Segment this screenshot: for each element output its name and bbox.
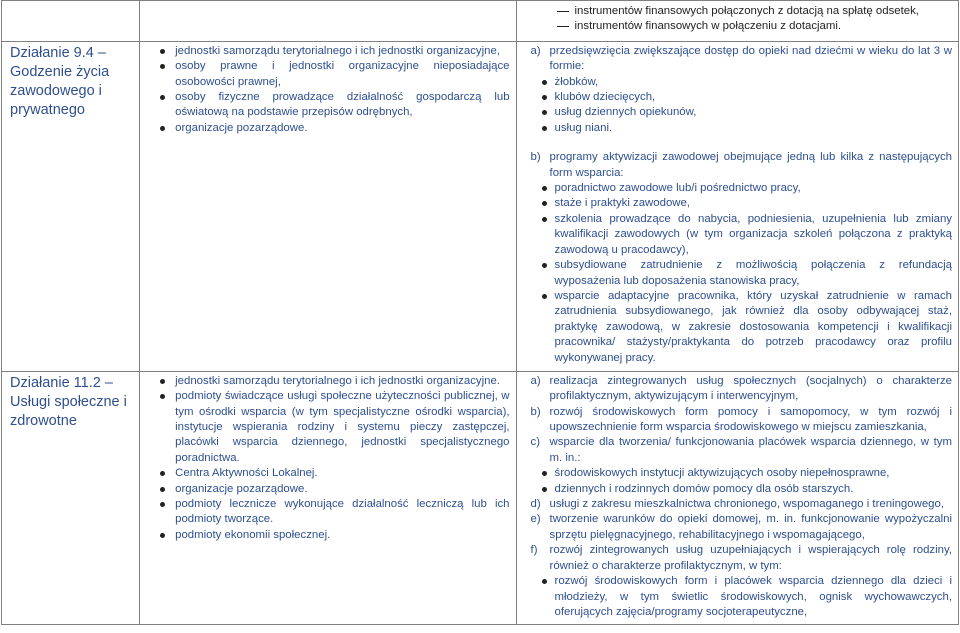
list-item: Centra Aktywności Lokalnej.: [148, 466, 509, 481]
item-text: tworzenie warunków do opieki domowej, m. in. funkcjonowanie wypożyczalni sprzętu pielęgnacyjnego, rehabilitacyjnego i wspomagającego,: [549, 513, 952, 541]
bullet-item: staże i praktyki zawodowe,: [525, 196, 952, 211]
continuation-row: [2, 1, 959, 42]
support-list: [525, 44, 952, 75]
empty-cell: [140, 1, 516, 42]
dash-item: instrumentów finansowych połączonych z dotacją na spłatę odsetek,: [525, 4, 952, 19]
action-number: Działanie 9.4 –: [10, 44, 106, 61]
support-list: [525, 374, 952, 466]
dash-list: [525, 4, 952, 35]
action-number: Działanie 11.2 –: [10, 374, 113, 391]
support-list: [525, 150, 952, 181]
item-label: a): [530, 374, 541, 387]
bullet-list: [525, 574, 952, 620]
action-cell: [2, 41, 140, 371]
action-label: Godzenie życia zawodowego i prywatnego: [10, 63, 110, 118]
list-item: organizacje pozarządowe.: [148, 482, 509, 497]
bullet-list: [525, 75, 952, 137]
bullet-item: poradnictwo zawodowe lub/i pośrednictwo pracy,: [525, 181, 952, 196]
list-item: podmioty ekonomii społecznej.: [148, 528, 509, 543]
item-label: c): [530, 436, 541, 449]
bullet-item: wsparcie adaptacyjne pracownika, który uzyskał zatrudnienie w ramach zatrudnienia subsydiowanego, jak również dla osoby odbywającej staż, praktykę zawodową, w zakresie dostosowania kompetencji i kwalifikacji pracownika/ stażysty/praktykanta do potrzeb pracodawcy oraz profilu wykonywanej pracy.: [525, 289, 952, 366]
item-text: programy aktywizacji zawodowej obejmujące jedną lub kilka z następujących form wsparcia:: [549, 151, 952, 179]
item-label: b): [530, 151, 541, 164]
bullet-item: usług niani.: [525, 121, 952, 136]
bullet-item: rozwój środowiskowych form i placówek wsparcia dziennego dla dzieci i młodzieży, w tym świetlic środowiskowych, ognisk wychowawczych, oferujących zajęcia/programy socjoterapeutyczne,: [525, 574, 952, 620]
item-text: realizacja zintegrowanych usług społecznych (socjalnych) o charakterze profilaktycznym, aktywizującym i interwencyjnym,: [549, 374, 952, 403]
list-item: [525, 497, 952, 512]
support-list: [525, 497, 952, 574]
item-label: d): [530, 498, 541, 511]
item-text: przedsięwzięcia zwiększające dostęp do opieki nad dziećmi w wieku do lat 3 w formie:: [549, 44, 952, 73]
item-label: f): [530, 544, 538, 557]
continuation-cell: [516, 1, 958, 42]
item-text: rozwój środowiskowych form pomocy i samopomocy, w tym rozwój i upowszechnienie form wsparcia środowiskowego w miejscu zamieszkania,: [549, 405, 952, 434]
action-cell: [2, 371, 140, 625]
list-item: [525, 543, 952, 574]
bullet-item: środowiskowych instytucji aktywizujących osoby niepełnosprawne,: [525, 466, 952, 481]
support-types-cell: [516, 41, 958, 371]
list-item: organizacje pozarządowe.: [148, 121, 509, 136]
bullet-item: usług dziennych opiekunów,: [525, 105, 952, 120]
beneficiaries-list: [148, 44, 509, 136]
actions-table: [1, 0, 959, 625]
beneficiaries-cell: [140, 41, 516, 371]
bullet-list: [525, 181, 952, 366]
list-item: [525, 44, 952, 75]
item-text: rozwój zintegrowanych usług uzupełniających i wspierających rolę rodziny, również o charakterze profilaktycznym, w tym:: [549, 544, 952, 572]
list-item: [525, 374, 952, 405]
bullet-list: [525, 466, 952, 497]
action-title: [10, 374, 133, 431]
item-text: wsparcie dla tworzenia/ funkcjonowania placówek wsparcia dziennego, w tym m. in.:: [549, 436, 952, 464]
empty-cell: [2, 1, 140, 42]
bullet-item: klubów dziecięcych,: [525, 90, 952, 105]
item-label: e): [530, 513, 541, 526]
list-item: podmioty lecznicze wykonujące działalność leczniczą lub ich podmioty tworzące.: [148, 497, 509, 528]
table-row: [2, 41, 959, 371]
list-item: [525, 405, 952, 436]
item-text: usługi z zakresu mieszkalnictwa chronionego, wspomaganego i treningowego,: [549, 498, 944, 511]
item-label: b): [530, 405, 541, 418]
beneficiaries-cell: [140, 371, 516, 625]
action-title: [10, 44, 133, 120]
table-row: [2, 371, 959, 625]
list-item: jednostki samorządu terytorialnego i ich jednostki organizacyjne.: [148, 374, 509, 389]
bullet-item: subsydiowane zatrudnienie z możliwością połączenia z refundacją wyposażenia lub doposażenia stanowiska pracy,: [525, 258, 952, 289]
bullet-item: dziennych i rodzinnych domów pomocy dla osób starszych.: [525, 482, 952, 497]
list-item: podmioty świadczące usługi społeczne użyteczności publicznej, w tym ośrodki wsparcia (w tym specjalistyczne ośrodki wsparcia), instytucje wspierania rodziny i systemu pieczy zastępczej, placówki wsparcia dziennego, jednostki specjalistycznego poradnictwa.: [148, 389, 509, 466]
action-label: Usługi społeczne i zdrowotne: [10, 393, 127, 429]
support-types-cell: [516, 371, 958, 625]
list-item: [525, 512, 952, 543]
beneficiaries-list: [148, 374, 509, 543]
list-item: osoby prawne i jednostki organizacyjne nieposiadające osobowości prawnej,: [148, 59, 509, 90]
list-item: [525, 435, 952, 466]
item-label: a): [530, 44, 541, 57]
dash-item: instrumentów finansowych w połączeniu z dotacjami.: [525, 19, 952, 34]
bullet-item: żłobków,: [525, 75, 952, 90]
list-item: jednostki samorządu terytorialnego i ich jednostki organizacyjne,: [148, 44, 509, 59]
list-item: [525, 150, 952, 181]
bullet-item: szkolenia prowadzące do nabycia, podniesienia, uzupełnienia lub zmiany kwalifikacji zawodowych (w tym organizacja szkoleń połączona z praktyką zawodową u pracodawcy),: [525, 212, 952, 258]
list-item: osoby fizyczne prowadzące działalność gospodarczą lub oświatową na podstawie przepisów odrębnych,: [148, 90, 509, 121]
